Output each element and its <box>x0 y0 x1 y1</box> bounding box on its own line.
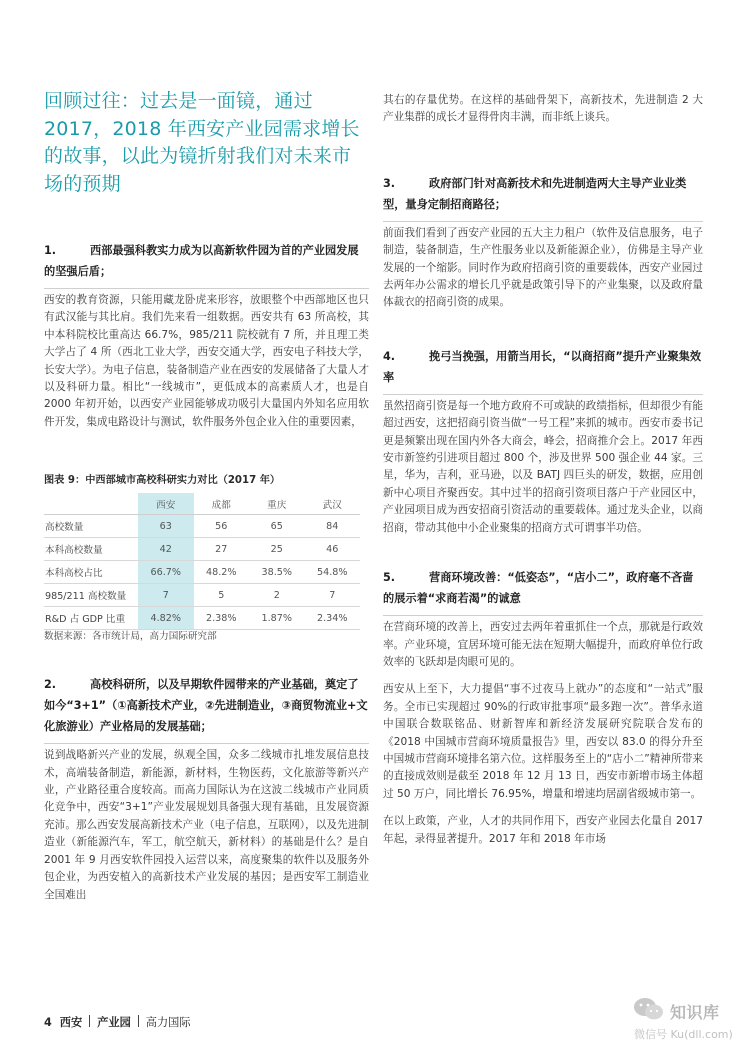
section-5-title: 营商环境改善：“低姿态”，“店小二”，政府毫不吝啬的展示着“求商若渴”的诚意 <box>383 571 694 606</box>
section-3-number: 3. <box>383 176 396 190</box>
figure-title: 图表 9：中西部城市高校科研实力对比（2017 年） <box>44 475 281 487</box>
divider <box>44 743 369 744</box>
comparison-table <box>44 493 360 630</box>
watermark <box>612 996 740 1046</box>
section-4-title: 挽弓当挽强，用箭当用长，“以商招商”提升产业聚集效率 <box>383 349 702 384</box>
table-cell: 48.2% <box>194 561 250 584</box>
section-4-number: 4. <box>383 349 396 363</box>
table-cell: 84 <box>305 515 361 538</box>
table-row <box>44 538 360 561</box>
section-5-body-2: 西安从上至下，大力提倡“事不过夜马上就办”的态度和“一站式”服务。全市已实现超过 90%的行政审批事项“最多跑一次”。普华永道中国联合数联铭品、财新智库和新经济发展研究院联合发布的《2018 中国城市营商环境质量报告》里，西安以 83.0 的得分升至中国城市营商环境排名第六位。这样服务至上的“店小二”精神所带来的直接成效则是截至 2018 年 12 月 13 日，西安市新增市场主体超过 50 万户，同比增长 76.95%，增量和增速均居副省级城市第一。 <box>383 683 703 800</box>
continuation-text: 其右的存量优势。在这样的基础骨架下，高新技术，先进制造 2 大产业集群的成长才显得骨肉丰满，而非纸上谈兵。 <box>383 94 703 124</box>
table-header-row <box>44 493 360 515</box>
table-cell: 7 <box>138 584 194 607</box>
left-column <box>44 88 369 904</box>
section-3-heading <box>383 173 703 215</box>
watermark-subtitle: 微信号 Ku(dll.com) <box>634 1028 733 1041</box>
section-2-number: 2. <box>44 678 57 692</box>
divider <box>44 288 369 289</box>
section-5-body-1: 在营商环境的改善上，西安过去两年着重抓住一个点，那就是行政效率。产业环境，宜居环境可能无法在短期大幅提升，而政府单位行政效率的飞跃却是肉眼可见的。 <box>383 621 703 668</box>
table-cell: 2.38% <box>194 607 250 630</box>
footer-city: 西安 <box>59 1016 83 1029</box>
table-cell: 1.87% <box>249 607 305 630</box>
section-5-body-3: 在以上政策，产业，人才的共同作用下，西安产业园去化量自 2017 年起，录得显著提升。2017 年和 2018 年市场 <box>383 815 703 845</box>
divider <box>383 394 703 395</box>
table-row <box>44 584 360 607</box>
table-cell: 5 <box>194 584 250 607</box>
table-cell: 2 <box>249 584 305 607</box>
section-5-number: 5. <box>383 571 396 585</box>
table-source: 数据来源：各市统计局，高力国际研究部 <box>44 631 217 643</box>
row-label: R&D 占 GDP 比重 <box>44 607 138 630</box>
page-number: 4 <box>44 1016 52 1029</box>
page-footer <box>44 1014 191 1030</box>
table-cell: 27 <box>194 538 250 561</box>
footer-topic: 产业园 <box>97 1016 131 1029</box>
divider <box>383 615 703 616</box>
table-cell: 54.8% <box>305 561 361 584</box>
table-header-cell: 西安 <box>138 493 194 515</box>
row-label: 985/211 高校数量 <box>44 584 138 607</box>
table-header-cell: 成都 <box>194 493 250 515</box>
wechat-icon <box>632 996 666 1022</box>
table-row <box>44 607 360 630</box>
row-label: 本科高校数量 <box>44 538 138 561</box>
table-cell: 25 <box>249 538 305 561</box>
table-cell: 63 <box>138 515 194 538</box>
section-2-title: 高校科研所，以及早期软件园带来的产业基础，奠定了如今“3+1”（①高新技术产业，②先进制造业，③商贸物流业+文化旅游业）产业格局的发展基础； <box>44 678 368 734</box>
section-1-number: 1. <box>44 244 57 257</box>
section-1-heading <box>44 240 369 282</box>
section-2-heading <box>44 674 369 737</box>
table-row <box>44 561 360 584</box>
table-cell: 7 <box>305 584 361 607</box>
table-cell: 66.7% <box>138 561 194 584</box>
table-cell: 42 <box>138 538 194 561</box>
section-1-title: 西部最强科教实力成为以高新软件园为首的产业园发展的坚强后盾； <box>44 244 359 278</box>
right-column <box>383 92 703 848</box>
section-4-heading <box>383 346 703 388</box>
table-header-cell: 武汉 <box>305 493 361 515</box>
table-cell: 4.82% <box>138 607 194 630</box>
table-cell: 56 <box>194 515 250 538</box>
section-3-title: 政府部门针对高新技术和先进制造两大主导产业业类型，量身定制招商路径； <box>383 176 687 211</box>
footer-separator <box>89 1015 90 1027</box>
footer-separator <box>138 1015 139 1027</box>
table-cell: 65 <box>249 515 305 538</box>
table-row <box>44 515 360 538</box>
page-headline: 回顾过往：过去是一面镜，通过2017，2018 年西安产业园需求增长的故事，以此为镜折射我们对未来市场的预期 <box>44 90 360 195</box>
table-header-cell: 重庆 <box>249 493 305 515</box>
table-cell: 2.34% <box>305 607 361 630</box>
table-header-cell <box>44 493 138 515</box>
watermark-title: 知识库 <box>670 1003 720 1022</box>
section-1-body: 西安的教育资源，只能用藏龙卧虎来形容，放眼整个中西部地区也只有武汉能与其比肩。我们先来看一组数据。西安共有 63 所高校，其中本科院校比重高达 66.7%，985/211 院校就有 7 所，并且理工类大学占了 4 所（西北工业大学，西安交通大学，西安电子科技大学，长安大学）。为电子信息，装备制造产业在西安的发展储备了大量人才以及科研力量。相比“一线城市”，更低成本的高素质人才，也是自 2000 年初开始，以西安产业园能够成功吸引大量国内外知名应用软件开发，集成电路设计与测试，软件服务外包企业入住的重要因素， <box>44 294 369 428</box>
footer-brand: 高力国际 <box>145 1016 191 1029</box>
divider <box>383 221 703 222</box>
row-label: 高校数量 <box>44 515 138 538</box>
row-label: 本科高校占比 <box>44 561 138 584</box>
section-4-body: 虽然招商引资是每一个地方政府不可或缺的政绩指标，但却很少有能超过西安，这把招商引资当做“一号工程”来抓的城市。西安市委书记更是频繁出现在国内外各大商会，峰会，招商推介会上。2017 年西安市新签约引进项目超过 800 个，涉及世界 500 强企业 44 家。三星，华为，吉利，亚马逊，以及 BATJ 四巨头的研发，数据，应用创新中心项目齐聚西安。其中过半的招商引资项目落户于产业园区中，产业园项目成为西安招商引资活动的重要载体。通过龙头企业，以商招商，带动其他中小企业聚集的招商方式可谓事半功倍。 <box>383 399 703 534</box>
section-3-body: 前面我们看到了西安产业园的五大主力租户（软件及信息服务，电子制造，装备制造，生产性服务业以及新能源企业），仿佛是主导产业发展的一个缩影。同时作为政府招商引资的重要载体，西安产业园过去两年办公需求的增长几乎就是政策引导下的产业集聚，以及政府量体裁衣的招商引资的成果。 <box>383 226 703 309</box>
table-cell: 46 <box>305 538 361 561</box>
table-cell: 38.5% <box>249 561 305 584</box>
section-2-body: 说到战略新兴产业的发展，纵观全国，众多二线城市扎堆发展信息技术，高端装备制造，新能源，新材料，生物医药，文化旅游等新兴产业，产业路径重合度较高。而高力国际认为在这波二线城市产业同质化竞争中，西安“3+1”产业发展规划具备强大现有基础，且发展资源充沛。那么西安发展高新技术产业（电子信息，互联网），以及先进制造业（新能源汽车，军工，航空航天，新材料）的基础是什么？是自 2001 年 9 月西安软件园投入运营以来，高度聚集的软件以及服务外包企业，为西安植入的高新技术产业发展的基因；是西安军工制造业全国难出 <box>44 749 369 901</box>
section-5-heading <box>383 567 703 609</box>
